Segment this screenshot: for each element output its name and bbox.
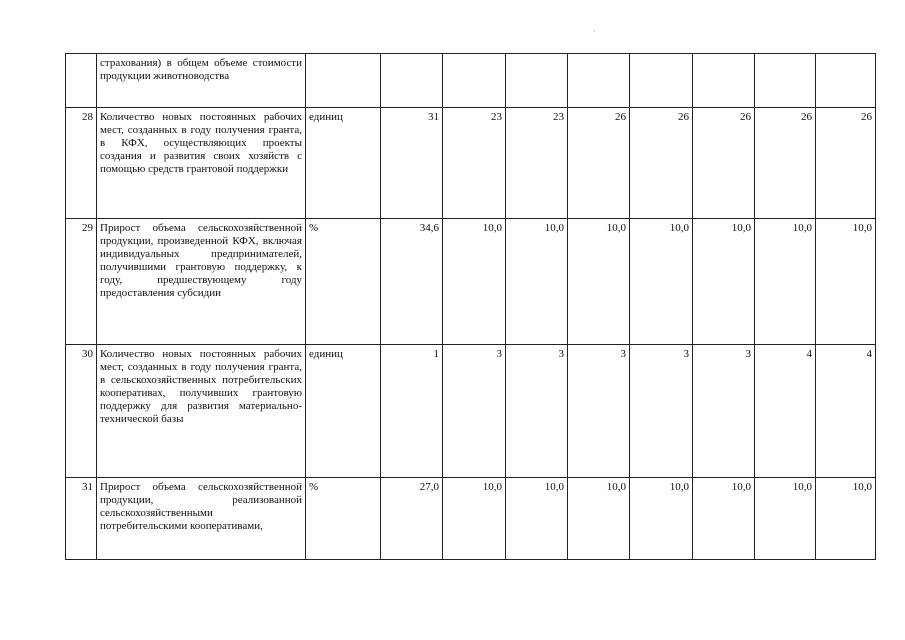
unit-cell: % [306, 219, 381, 345]
row-number: 29 [66, 219, 97, 345]
value-cell: 3 [443, 345, 506, 478]
indicator-name: Прирост объема сельскохозяйственной продукции, произведенной КФХ, включая индивидуальных предпринимателей, получившими грантовую поддержку, к году, предшествующему году предоставления субсидии [97, 219, 306, 345]
unit-cell: единиц [306, 345, 381, 478]
value-cell: 10,0 [630, 478, 693, 560]
value-cell [630, 54, 693, 108]
table-row [66, 54, 876, 108]
unit-cell [306, 54, 381, 108]
table-row [66, 345, 876, 478]
value-cell: 10,0 [816, 219, 876, 345]
scan-speck: ' [594, 28, 596, 37]
row-number: 31 [66, 478, 97, 560]
table-row [66, 478, 876, 560]
value-cell: 23 [506, 108, 568, 219]
value-cell [381, 54, 443, 108]
row-number: 28 [66, 108, 97, 219]
value-cell [443, 54, 506, 108]
value-cell: 10,0 [506, 219, 568, 345]
value-cell [506, 54, 568, 108]
value-cell: 10,0 [630, 219, 693, 345]
value-cell: 3 [693, 345, 755, 478]
row-number: 30 [66, 345, 97, 478]
value-cell [816, 54, 876, 108]
value-cell: 3 [506, 345, 568, 478]
value-cell: 1 [381, 345, 443, 478]
unit-cell: единиц [306, 108, 381, 219]
value-cell: 26 [568, 108, 630, 219]
value-cell [693, 54, 755, 108]
value-cell: 26 [816, 108, 876, 219]
value-cell: 10,0 [816, 478, 876, 560]
value-cell: 3 [568, 345, 630, 478]
indicator-name: страхования) в общем объеме стоимости продукции животноводства [97, 54, 306, 108]
table-row [66, 219, 876, 345]
indicators-table [65, 53, 876, 560]
value-cell: 10,0 [693, 219, 755, 345]
value-cell: 10,0 [443, 219, 506, 345]
value-cell: 26 [755, 108, 816, 219]
indicator-name: Количество новых постоянных рабочих мест, созданных в году получения гранта, в сельскохозяйственных потребительских кооперативах, получивших грантовую поддержку для развития материально-технической базы [97, 345, 306, 478]
value-cell: 10,0 [568, 478, 630, 560]
value-cell: 27,0 [381, 478, 443, 560]
value-cell: 34,6 [381, 219, 443, 345]
value-cell: 26 [693, 108, 755, 219]
value-cell: 26 [630, 108, 693, 219]
value-cell: 10,0 [693, 478, 755, 560]
value-cell [755, 54, 816, 108]
row-number [66, 54, 97, 108]
value-cell: 10,0 [568, 219, 630, 345]
value-cell [568, 54, 630, 108]
indicator-name: Прирост объема сельскохозяйственной продукции, реализованной сельскохозяйственными потребительскими кооперативами, [97, 478, 306, 560]
unit-cell: % [306, 478, 381, 560]
value-cell: 23 [443, 108, 506, 219]
table-body [66, 54, 876, 560]
value-cell: 10,0 [506, 478, 568, 560]
value-cell: 31 [381, 108, 443, 219]
indicator-name: Количество новых постоянных рабочих мест, созданных в году получения гранта, в КФХ, осуществляющих проекты создания и развития своих хозяйств с помощью средств грантовой поддержки [97, 108, 306, 219]
value-cell: 4 [755, 345, 816, 478]
table-row [66, 108, 876, 219]
value-cell: 4 [816, 345, 876, 478]
value-cell: 10,0 [443, 478, 506, 560]
value-cell: 3 [630, 345, 693, 478]
value-cell: 10,0 [755, 478, 816, 560]
value-cell: 10,0 [755, 219, 816, 345]
